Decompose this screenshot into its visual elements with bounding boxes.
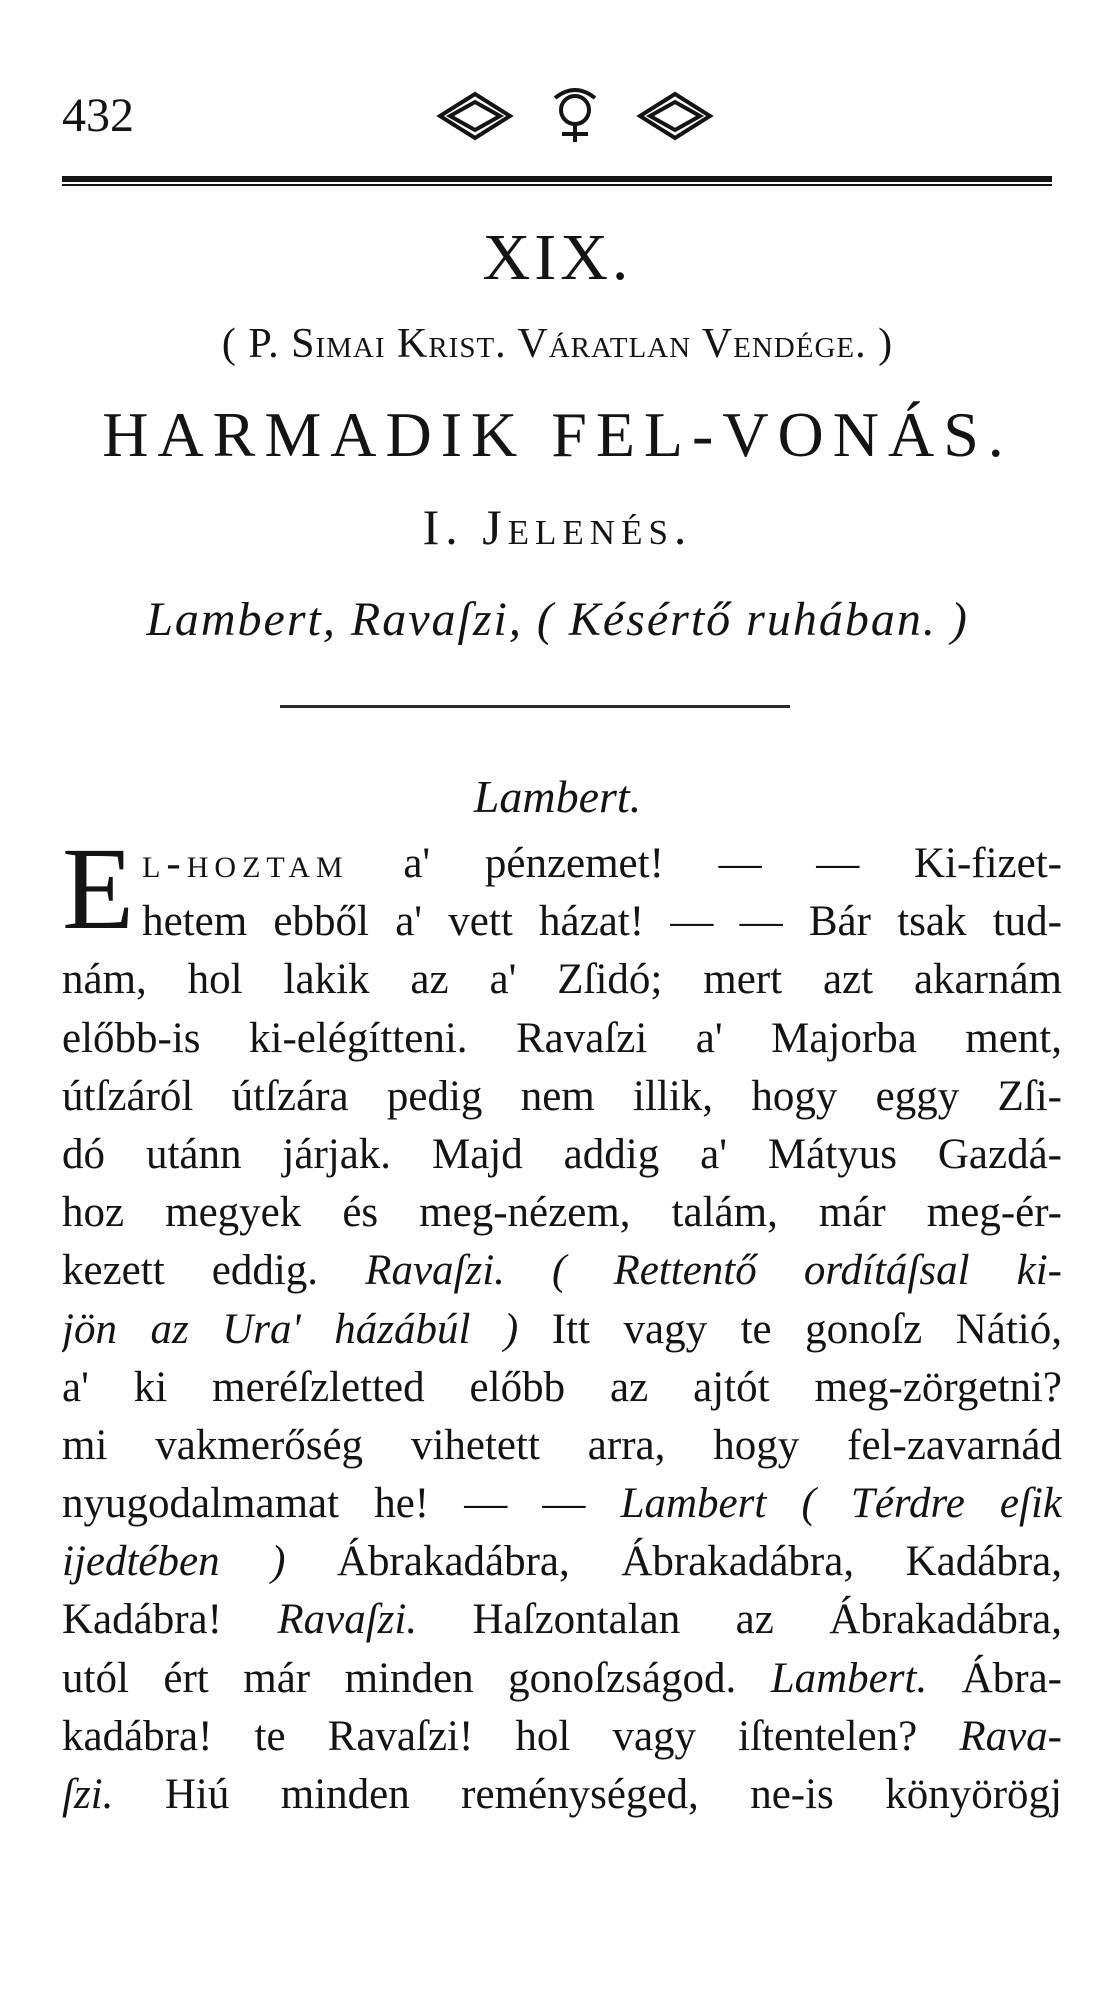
text-line xyxy=(62,1126,1062,1184)
text-line xyxy=(62,1068,1062,1126)
speaker-name: Lambert. xyxy=(473,771,642,822)
text-run: hetem ebből a' vett házat! — — Bár tsak tud- xyxy=(142,898,1062,946)
text-run: hoz megyek és meg-nézem, talám, már meg-ér- xyxy=(62,1189,1062,1237)
scene-title: I. Jelenés. xyxy=(422,499,693,555)
text-run: a' ki meréſzletted előbb az ajtót meg-zörgetni? xyxy=(62,1363,1062,1411)
text-run: Ravaſzi. xyxy=(277,1596,418,1644)
text-line xyxy=(62,1184,1062,1242)
text-run: ijedtében ) xyxy=(62,1538,286,1586)
text-line xyxy=(62,1650,1062,1708)
header-rule xyxy=(62,174,1052,186)
dialogue-body xyxy=(62,823,1062,1824)
text-line xyxy=(62,1417,1062,1475)
text-run: Ravaſzi. ( Rettentő ordítáſsal ki- xyxy=(365,1247,1062,1295)
text-run: nám, hol lakik az a' Zſidó; mert azt akarnám xyxy=(62,956,1062,1004)
text-run: dó utánn járjak. Majd addig a' Mátyus Gazdá- xyxy=(62,1130,1062,1178)
text-run: Ábra- xyxy=(927,1654,1062,1702)
text-run: Haſzontalan az Ábrakadábra, xyxy=(417,1596,1062,1644)
act-title: HARMADIK FEL-VONÁS. xyxy=(102,399,1013,470)
cast-list: Lambert, Ravaſzi, ( Késértő ruhában. ) xyxy=(146,593,969,646)
text-run: ſzi. xyxy=(62,1771,114,1818)
text-line xyxy=(62,1533,1062,1591)
text-run: Hiú minden reménységed, ne-is könyörögj xyxy=(113,1771,1062,1818)
text-run: l-hoztam xyxy=(142,840,349,887)
text-line xyxy=(62,1301,1062,1359)
text-line xyxy=(142,893,1062,951)
drop-cap: E xyxy=(62,823,135,954)
text-line xyxy=(62,1708,1062,1766)
text-run: Itt vagy te gonoſz Nátió, xyxy=(518,1305,1062,1353)
text-line xyxy=(62,951,1062,1009)
text-run: kadábra! te Ravaſzi! hol vagy iſtentelen? xyxy=(62,1712,960,1760)
page-number: 432 xyxy=(62,89,134,142)
dialogue-lines xyxy=(62,823,1062,1824)
text-run: utól ért már minden gonoſzságod. xyxy=(62,1654,771,1702)
text-run: útſzáról útſzára pedig nem illik, hogy eggy Zſi- xyxy=(62,1072,1062,1120)
section-divider xyxy=(280,705,790,708)
text-run: Lambert ( Térdre eſik xyxy=(620,1480,1062,1528)
text-run: nyugodalmamat he! — — xyxy=(62,1480,621,1528)
text-run: Ábrakadábra, Ábrakadábra, Kadábra, xyxy=(285,1538,1062,1586)
text-run: előbb-is ki-elégítteni. Ravaſzi a' Majorba ment, xyxy=(62,1014,1062,1062)
chapter-number: XIX. xyxy=(482,221,633,294)
text-run: kezett eddig. xyxy=(62,1247,366,1295)
text-line xyxy=(62,1591,1062,1649)
play-subtitle: ( P. Simai Krist. Váratlan Vendége. ) xyxy=(221,321,894,367)
text-run: Rava- xyxy=(959,1712,1062,1760)
fleuron-ornament-icon xyxy=(430,86,720,146)
text-line xyxy=(62,1475,1062,1533)
text-run: mi vakmerőség vihetett arra, hogy fel-zavarnád xyxy=(62,1421,1062,1469)
text-line xyxy=(62,1766,1062,1824)
text-run: Kadábra! xyxy=(62,1596,278,1644)
text-run: a' pénzemet! — — Ki-fizet- xyxy=(348,840,1062,887)
text-run: Lambert. xyxy=(770,1654,928,1702)
text-line xyxy=(62,1242,1062,1300)
text-line xyxy=(62,1359,1062,1417)
text-run: jön az Ura' házábúl ) xyxy=(62,1305,519,1353)
text-line xyxy=(142,835,1062,893)
text-line xyxy=(62,1010,1062,1068)
